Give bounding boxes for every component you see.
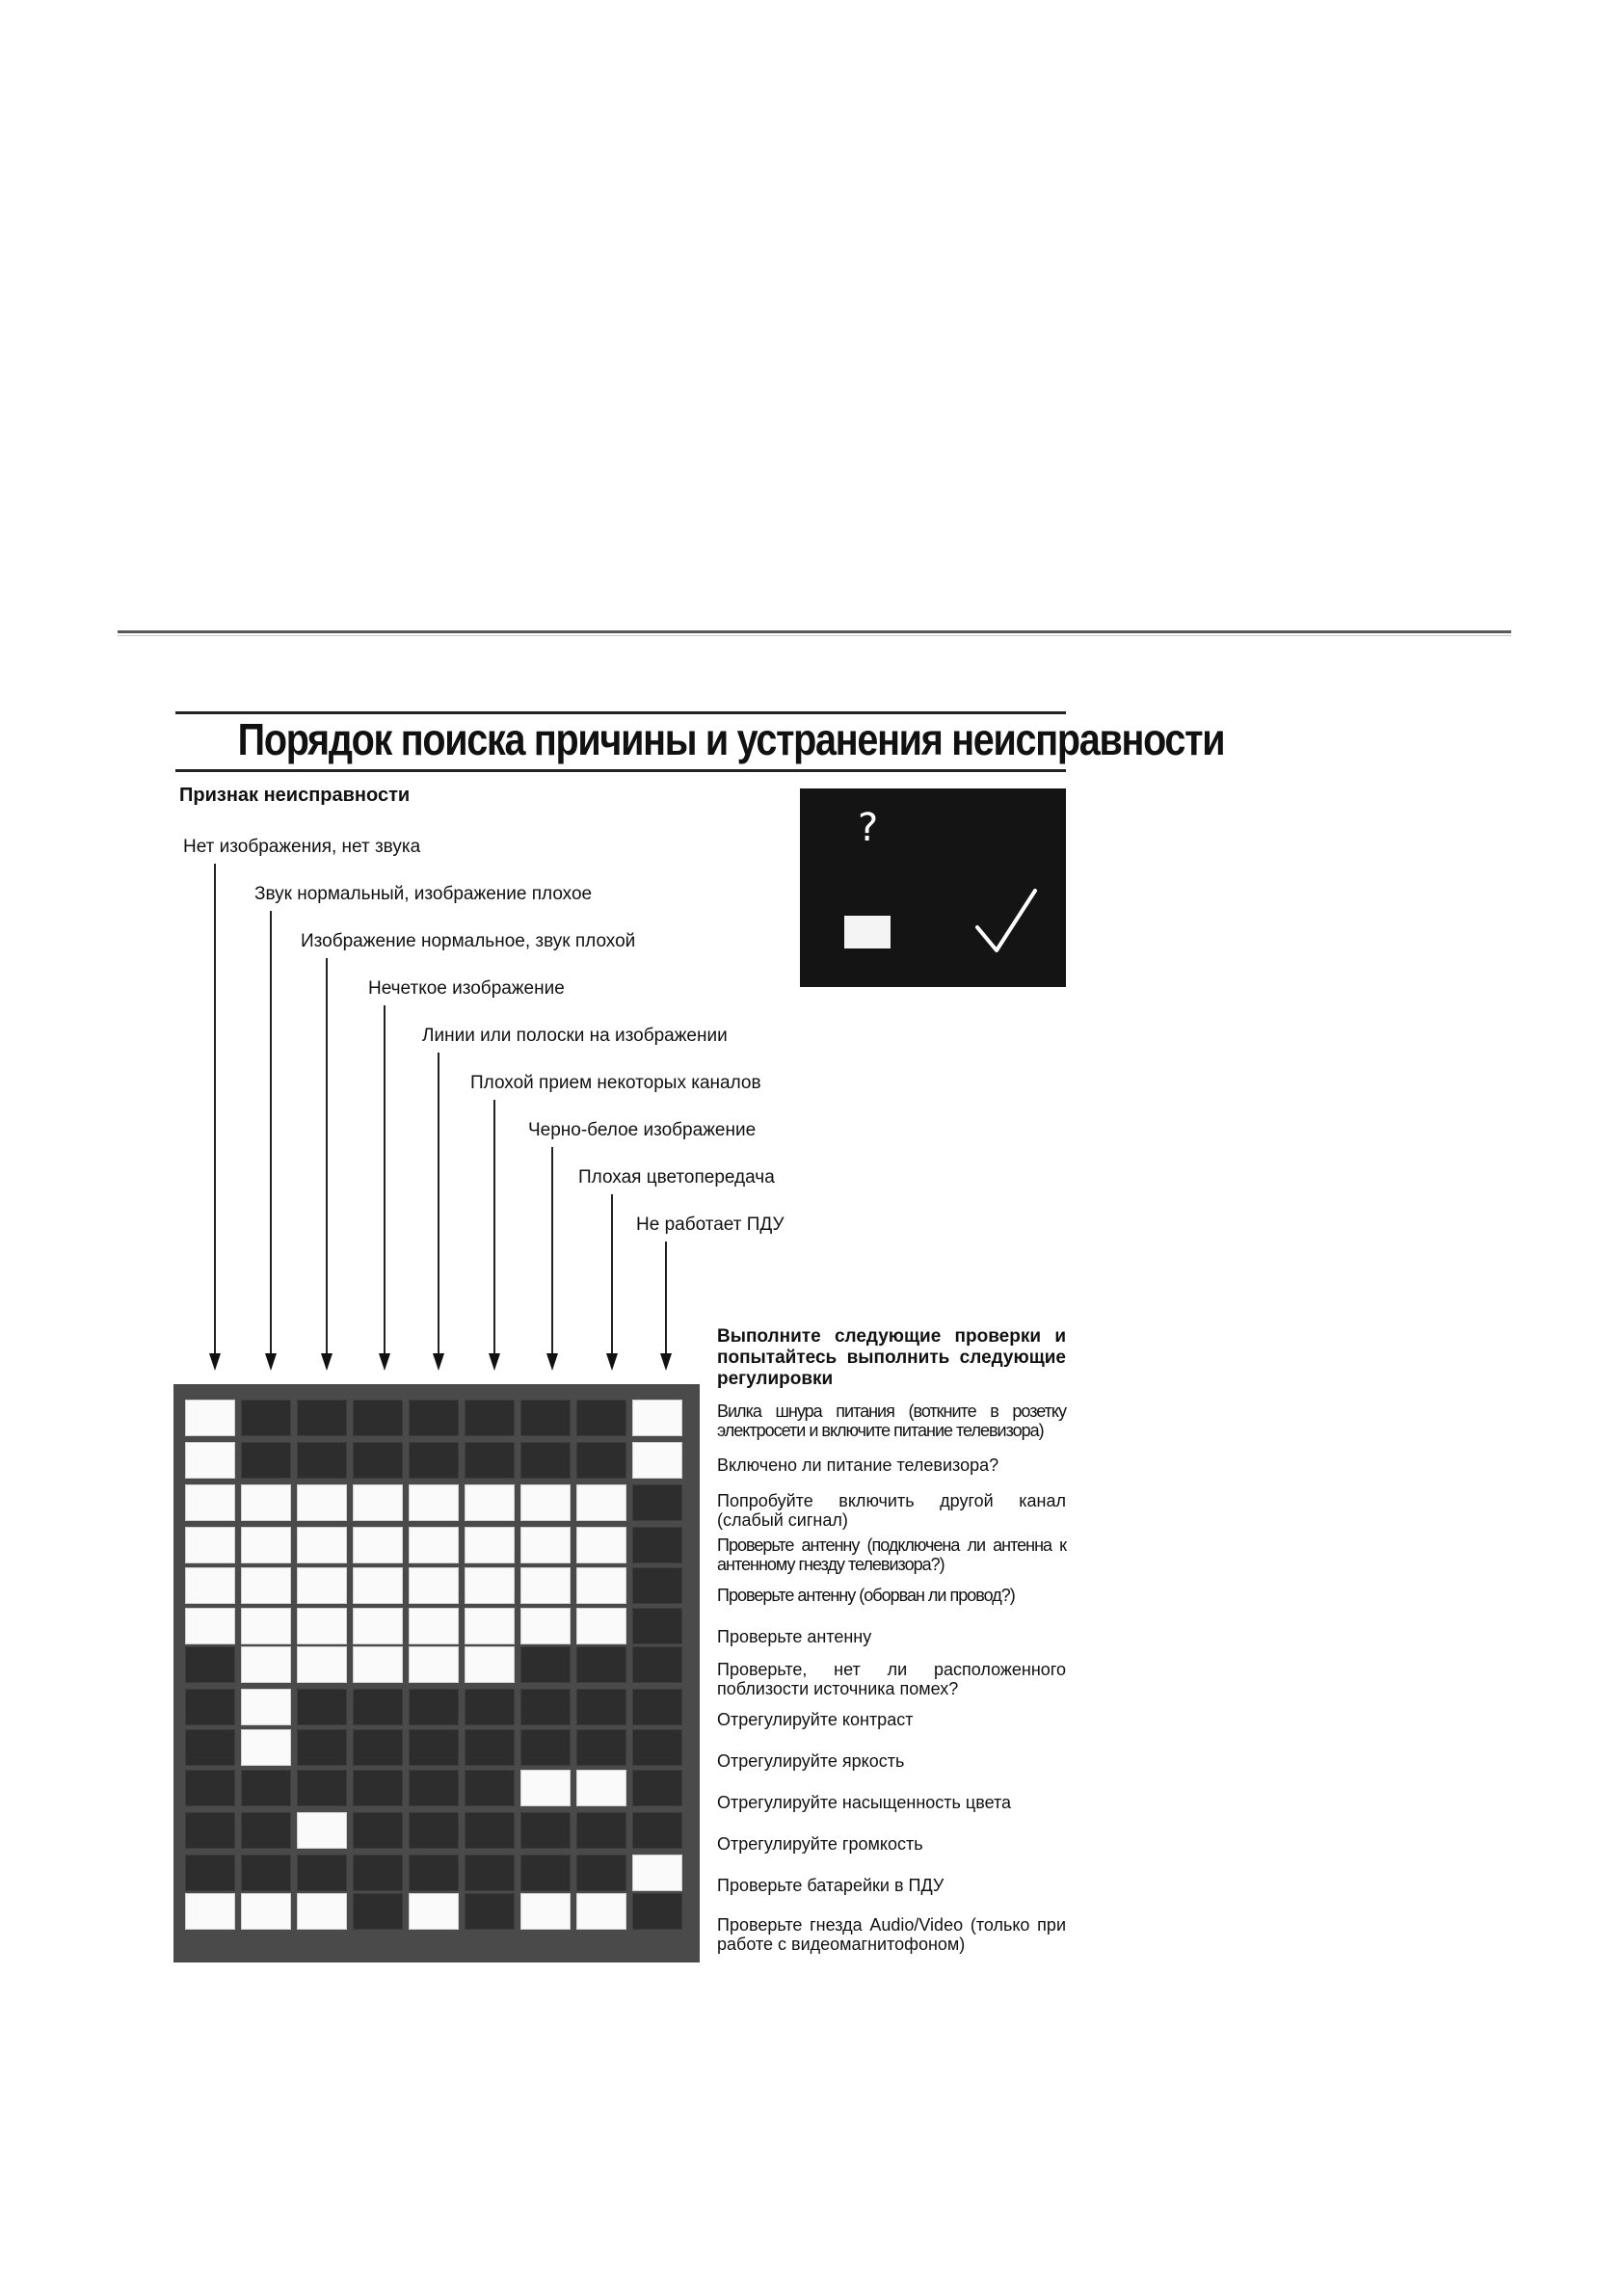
matrix-cell (632, 1442, 682, 1479)
check-label: Проверьте антенну (717, 1627, 872, 1646)
matrix-cell (576, 1812, 626, 1849)
arrow-down-icon (546, 1353, 558, 1371)
symptom-label: Нет изображения, нет звука (183, 837, 421, 857)
matrix-cell (297, 1689, 347, 1725)
arrow-down-icon (321, 1353, 333, 1371)
matrix-cell (353, 1400, 403, 1436)
check-label: Отрегулируйте яркость (717, 1751, 905, 1771)
check-label: Проверьте антенну (подключена ли антенна к антенному гнезду телевизора?) (717, 1535, 1066, 1574)
matrix-cell (185, 1484, 235, 1521)
leader-line (438, 1053, 439, 1355)
matrix-cell (241, 1484, 291, 1521)
page-divider-shadow (118, 635, 1511, 636)
matrix-cell (185, 1855, 235, 1891)
matrix-cell (576, 1729, 626, 1766)
matrix-cell (353, 1484, 403, 1521)
check-label: Проверьте батарейки в ПДУ (717, 1876, 945, 1895)
matrix-cell (409, 1608, 459, 1644)
matrix-cell (520, 1770, 571, 1806)
matrix-cell (576, 1646, 626, 1683)
white-square-icon (844, 916, 891, 948)
matrix-cell (241, 1400, 291, 1436)
matrix-cell (353, 1729, 403, 1766)
matrix-cell (632, 1527, 682, 1563)
leader-line (214, 864, 216, 1355)
matrix-cell (409, 1689, 459, 1725)
matrix-cell (576, 1484, 626, 1521)
matrix-cell (465, 1689, 515, 1725)
matrix-cell (353, 1442, 403, 1479)
matrix-cell (576, 1442, 626, 1479)
arrow-down-icon (489, 1353, 500, 1371)
arrow-down-icon (433, 1353, 444, 1371)
matrix-cell (409, 1442, 459, 1479)
matrix-cell (185, 1646, 235, 1683)
matrix-cell (520, 1689, 571, 1725)
check-mark-icon (973, 887, 1041, 956)
symptom-label: Изображение нормальное, звук плохой (301, 931, 636, 951)
matrix-cell (241, 1729, 291, 1766)
matrix-cell (409, 1400, 459, 1436)
check-label: Вилка шнура питания (воткните в розетку электросети и включите питание телевизора) (717, 1402, 1066, 1440)
matrix-cell (576, 1567, 626, 1604)
arrow-down-icon (606, 1353, 618, 1371)
leader-line (326, 958, 328, 1355)
matrix-cell (185, 1729, 235, 1766)
matrix-cell (185, 1567, 235, 1604)
matrix-cell (632, 1770, 682, 1806)
matrix-cell (241, 1770, 291, 1806)
symptom-label: Плохая цветопередача (578, 1167, 775, 1188)
matrix-cell (353, 1527, 403, 1563)
matrix-cell (520, 1484, 571, 1521)
arrow-down-icon (379, 1353, 390, 1371)
matrix-cell (297, 1893, 347, 1930)
matrix-cell (520, 1567, 571, 1604)
matrix-cell (353, 1770, 403, 1806)
matrix-cell (632, 1689, 682, 1725)
matrix-cell (576, 1893, 626, 1930)
check-label: Включено ли питание телевизора? (717, 1455, 999, 1475)
matrix-cell (185, 1400, 235, 1436)
matrix-cell (241, 1442, 291, 1479)
leader-line (611, 1194, 613, 1355)
matrix-cell (465, 1770, 515, 1806)
matrix-cell (297, 1484, 347, 1521)
check-label: Проверьте, нет ли расположенного поблизости источника помех? (717, 1660, 1066, 1698)
matrix-cell (576, 1855, 626, 1891)
matrix-cell (353, 1893, 403, 1930)
page-title: Порядок поиска причины и устранения неисправности (237, 714, 1225, 764)
matrix-cell (297, 1527, 347, 1563)
matrix-cell (353, 1567, 403, 1604)
matrix-cell (297, 1812, 347, 1849)
arrow-down-icon (209, 1353, 221, 1371)
matrix-cell (241, 1646, 291, 1683)
title-rule-bottom (175, 769, 1066, 772)
matrix-cell (465, 1729, 515, 1766)
matrix-cell (409, 1484, 459, 1521)
symptom-label: Звук нормальный, изображение плохое (254, 884, 593, 904)
matrix-cell (520, 1646, 571, 1683)
matrix-cell (241, 1567, 291, 1604)
leader-line (665, 1241, 667, 1355)
leader-line (493, 1100, 495, 1355)
matrix-cell (185, 1608, 235, 1644)
matrix-cell (632, 1646, 682, 1683)
matrix-cell (185, 1442, 235, 1479)
matrix-cell (241, 1893, 291, 1930)
leader-line (270, 911, 272, 1355)
symptom-label: Линии или полоски на изображении (422, 1026, 728, 1046)
symptom-label: Нечеткое изображение (368, 978, 565, 999)
matrix-cell (409, 1567, 459, 1604)
matrix-cell (520, 1400, 571, 1436)
page-divider (118, 630, 1511, 633)
arrow-down-icon (660, 1353, 672, 1371)
matrix-cell (520, 1608, 571, 1644)
matrix-cell (353, 1608, 403, 1644)
matrix-cell (297, 1646, 347, 1683)
matrix-cell (520, 1527, 571, 1563)
leader-line (384, 1005, 386, 1355)
matrix-cell (297, 1770, 347, 1806)
matrix-cell (409, 1527, 459, 1563)
matrix-cell (409, 1812, 459, 1849)
check-label: Проверьте гнезда Audio/Video (только при работе с видеомагнитофоном) (717, 1915, 1066, 1954)
symptoms-heading: Признак неисправности (179, 785, 411, 806)
matrix-cell (353, 1812, 403, 1849)
matrix-cell (520, 1812, 571, 1849)
matrix-cell (409, 1893, 459, 1930)
matrix-cell (409, 1855, 459, 1891)
matrix-cell (297, 1400, 347, 1436)
matrix-cell (576, 1608, 626, 1644)
checks-heading: Выполните следующие проверки и попытайтесь выполнить следующие регулировки (717, 1326, 1066, 1389)
matrix-cell (632, 1893, 682, 1930)
check-label: Отрегулируйте насыщенность цвета (717, 1793, 1012, 1812)
matrix-cell (632, 1400, 682, 1436)
matrix-cell (241, 1608, 291, 1644)
check-label: Отрегулируйте громкость (717, 1834, 923, 1854)
matrix-cell (632, 1608, 682, 1644)
matrix-cell (632, 1855, 682, 1891)
matrix-cell (409, 1770, 459, 1806)
matrix-cell (241, 1689, 291, 1725)
matrix-cell (465, 1400, 515, 1436)
matrix-cell (353, 1689, 403, 1725)
matrix-cell (520, 1855, 571, 1891)
matrix-cell (353, 1646, 403, 1683)
diagnostic-matrix (173, 1384, 700, 1962)
check-label: Проверьте антенну (оборван ли провод?) (717, 1586, 1015, 1605)
matrix-cell (632, 1484, 682, 1521)
question-mark-icon: ? (858, 806, 879, 850)
matrix-cell (241, 1812, 291, 1849)
matrix-cell (409, 1646, 459, 1683)
matrix-cell (297, 1442, 347, 1479)
leader-line (551, 1147, 553, 1355)
matrix-cell (465, 1608, 515, 1644)
matrix-cell (297, 1729, 347, 1766)
matrix-cell (465, 1484, 515, 1521)
matrix-cell (185, 1812, 235, 1849)
matrix-cell (465, 1442, 515, 1479)
matrix-cell (409, 1729, 459, 1766)
matrix-cell (185, 1893, 235, 1930)
matrix-cell (353, 1855, 403, 1891)
symptom-label: Черно-белое изображение (528, 1120, 757, 1140)
matrix-cell (576, 1527, 626, 1563)
matrix-cell (297, 1608, 347, 1644)
matrix-cell (185, 1527, 235, 1563)
matrix-cell (465, 1646, 515, 1683)
matrix-cell (185, 1689, 235, 1725)
check-label: Отрегулируйте контраст (717, 1710, 914, 1729)
matrix-cell (576, 1400, 626, 1436)
matrix-cell (465, 1812, 515, 1849)
matrix-cell (465, 1855, 515, 1891)
matrix-cell (576, 1770, 626, 1806)
matrix-cell (465, 1567, 515, 1604)
matrix-cell (520, 1729, 571, 1766)
symptom-label: Не работает ПДУ (636, 1215, 785, 1235)
matrix-cell (576, 1689, 626, 1725)
matrix-cell (241, 1855, 291, 1891)
matrix-cell (632, 1567, 682, 1604)
symptom-label: Плохой прием некоторых каналов (470, 1073, 761, 1093)
matrix-cell (185, 1770, 235, 1806)
matrix-cell (465, 1893, 515, 1930)
matrix-cell (297, 1855, 347, 1891)
matrix-cell (632, 1812, 682, 1849)
matrix-cell (465, 1527, 515, 1563)
arrow-down-icon (265, 1353, 277, 1371)
matrix-cell (520, 1442, 571, 1479)
matrix-cell (297, 1567, 347, 1604)
check-label: Попробуйте включить другой канал (слабый сигнал) (717, 1491, 1066, 1530)
matrix-cell (632, 1729, 682, 1766)
matrix-cell (241, 1527, 291, 1563)
matrix-cell (520, 1893, 571, 1930)
